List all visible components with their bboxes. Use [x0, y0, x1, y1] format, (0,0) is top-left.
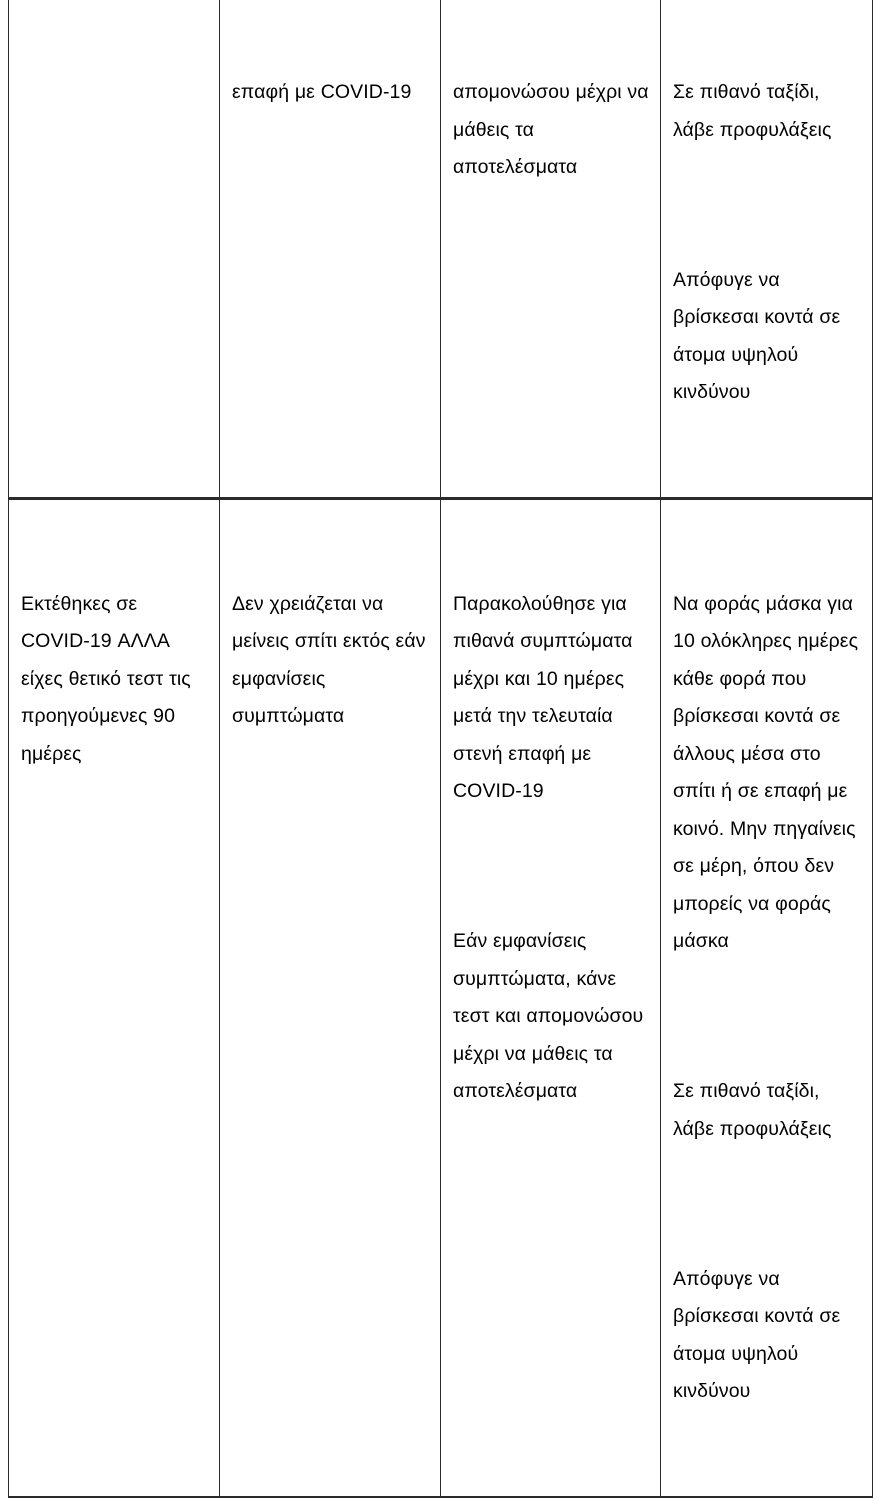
cell-paragraph: Εκτέθηκες σε COVID-19 ΑΛΛΑ είχες θετικό τεστ τις προηγούμενες 90 ημέρες: [21, 592, 197, 765]
covid-guidance-table: [8, 0, 873, 1498]
table-cell-situation: [9, 0, 220, 498]
cell-paragraph: επαφή με COVID-19: [232, 81, 412, 103]
cell-paragraph: Απόφυγε να βρίσκεσαι κοντά σε άτομα υψηλού κινδύνου: [673, 1267, 847, 1402]
table-cell-precautions: [661, 0, 873, 498]
table-cell-situation: [9, 498, 220, 1497]
table-cell-stay-home: [220, 498, 441, 1497]
cell-paragraph: Απόφυγε να βρίσκεσαι κοντά σε άτομα υψηλού κινδύνου: [673, 268, 847, 403]
cell-paragraph: Σε πιθανό ταξίδι, λάβε προφυλάξεις: [673, 81, 832, 141]
table-cell-stay-home: [220, 0, 441, 498]
cell-paragraph: Εάν εμφανίσεις συμπτώματα, κάνε τεστ και απομονώσου μέχρι να μάθεις τα αποτελέσματα: [453, 930, 650, 1102]
table-row: [9, 498, 873, 1497]
cell-paragraph: Σε πιθανό ταξίδι, λάβε προφυλάξεις: [673, 1080, 832, 1140]
cell-paragraph: απομονώσου μέχρι να μάθεις τα αποτελέσματα: [453, 81, 655, 178]
table-cell-testing: [441, 0, 661, 498]
cell-paragraph: Παρακολούθησε για πιθανά συμπτώματα μέχρι και 10 ημέρες μετά την τελευταία στενή επαφή με COVID-19: [453, 592, 639, 802]
cell-paragraph: Να φοράς μάσκα για 10 ολόκληρες ημέρες κάθε φορά που βρίσκεσαι κοντά σε άλλους μέσα στο σπίτι ή σε επαφή με κοινό. Μην πηγαίνεις σε μέρη, όπου δεν μπορείς να φοράς μάσκα: [673, 592, 864, 952]
table-cell-precautions: [661, 498, 873, 1497]
cell-paragraph: Δεν χρειάζεται να μείνεις σπίτι εκτός εάν εμφανίσεις συμπτώματα: [232, 592, 432, 727]
table-cell-testing: [441, 498, 661, 1497]
table-row: [9, 0, 873, 498]
